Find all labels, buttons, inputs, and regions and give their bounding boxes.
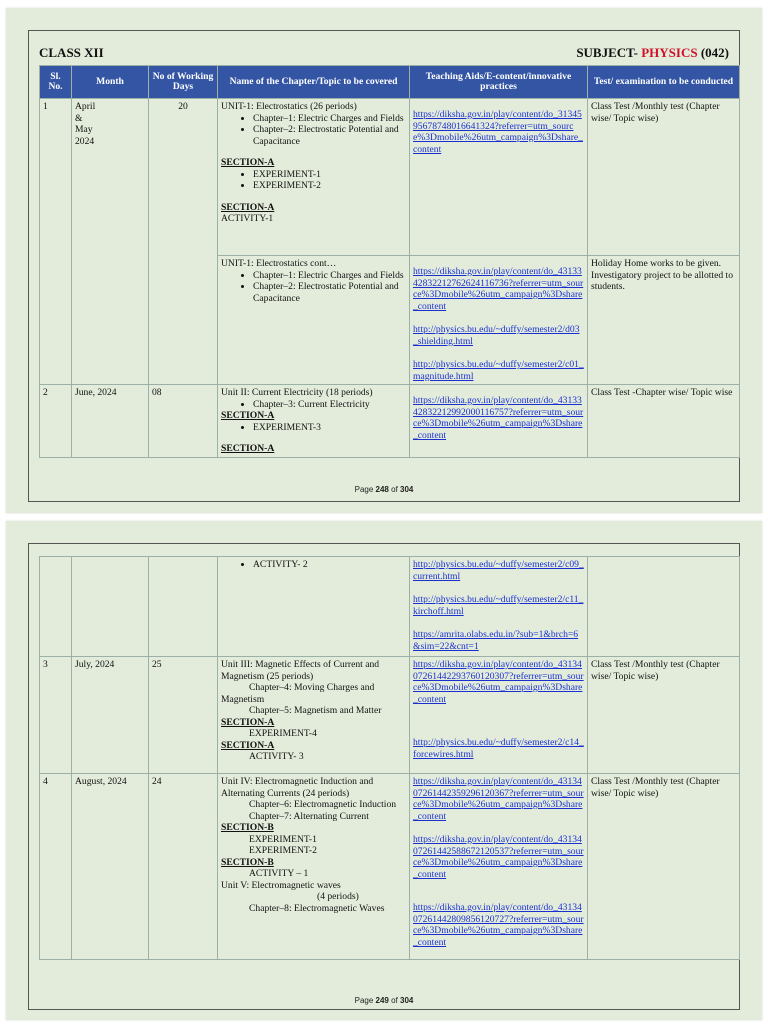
month-cell: July, 2024 [72,657,149,774]
page-number: 248 [375,485,389,494]
days-cell: 20 [149,99,218,385]
syllabus-table [39,65,740,458]
col-header-test: Test/ examination to be conducted [588,66,740,99]
diksha-link[interactable]: https://diksha.gov.in/play/content/do_4313407261442809856120727?referrer=utm_source%3Dmobile%26utm_campaign%3Dshare_content [413,902,584,948]
days-cell: 25 [149,657,218,774]
class-label: CLASS XII [39,45,104,60]
col-header-chapter: Name of the Chapter/Topic to be covered [218,66,410,99]
physics-bu-link[interactable]: http://physics.bu.edu/~duffy/semester2/c09_current.html [413,559,584,582]
subject-name: PHYSICS [641,45,698,60]
physics-bu-link[interactable]: http://physics.bu.edu/~duffy/semester2/c11_kirchoff.html [413,594,584,617]
page-header [39,45,729,61]
diksha-link[interactable]: https://diksha.gov.in/play/content/do_4313342832212762624116736?referrer=utm_source%3Dmobile%26utm_campaign%3Dshare_content [413,266,584,312]
month-cell [72,557,149,657]
sl-cell [40,557,72,657]
test-cell [588,557,740,657]
days-cell [149,557,218,657]
page-footer: Page 249 of 304 [354,996,414,1005]
syllabus-table [39,556,740,960]
document-page-248 [6,8,762,513]
table-row [40,774,740,960]
table-row [40,557,740,657]
section-heading: SECTION-A [221,201,275,213]
teaching-aids-cell [410,657,588,774]
chapter-cell: Unit IV: Electromagnetic Induction and Alternating Currents (24 periods) Chapter–6: Electromagnetic Induction Chapter–7: Alternating Current SECTION-B EXPERIMENT-1 EXPERIMENT-2 SECTION-B ACTIVITY – 1 Unit V: Electromagnetic waves (4 periods) Chapter–8: Electromagnetic Waves [218,774,410,960]
physics-bu-link[interactable]: http://physics.bu.edu/~duffy/semester2/c01_magnitude.html [413,359,584,382]
diksha-link[interactable]: https://diksha.gov.in/play/content/do_4313407261442293760120307?referrer=utm_source%3Dmobile%26utm_campaign%3Dshare_content [413,659,584,705]
month-cell: August, 2024 [72,774,149,960]
section-heading: SECTION-B [221,822,274,833]
diksha-link[interactable]: https://diksha.gov.in/play/content/do_4313407261442359296120367?referrer=utm_source%3Dmobile%26utm_campaign%3Dshare_content [413,776,584,822]
section-heading: SECTION-A [221,716,275,728]
table-row [40,385,740,458]
test-cell: Class Test /Monthly test (Chapter wise/ Topic wise) [588,99,740,256]
col-header-sl: Sl. No. [40,66,72,99]
teaching-aids-cell [410,774,588,960]
teaching-aids-cell [410,557,588,657]
sl-cell: 3 [40,657,72,774]
table-row [40,657,740,774]
section-heading: SECTION-A [221,410,275,421]
col-header-days: No of Working Days [149,66,218,99]
col-header-month: Month [72,66,149,99]
physics-bu-link[interactable]: http://physics.bu.edu/~duffy/semester2/d03_shielding.html [413,324,580,347]
subject-label: SUBJECT- PHYSICS (042) [576,45,729,60]
physics-bu-link[interactable]: http://physics.bu.edu/~duffy/semester2/c14_forcewires.html [413,737,584,760]
chapter-cell: Unit II: Current Electricity (18 periods) • Chapter–3: Current Electricity SECTION-A • EXPERIMENT-3 SECTION-A [218,385,410,458]
document-page-249 [6,521,762,1020]
teaching-aids-cell [410,99,588,256]
days-cell: 24 [149,774,218,960]
diksha-link[interactable]: https://diksha.gov.in/play/content/do_4313342832212992000116757?referrer=utm_source%3Dmobile%26utm_campaign%3Dshare_content [413,395,584,441]
month-cell: April & May 2024 [72,99,149,385]
page-total: 304 [400,485,414,494]
teaching-aids-cell [410,385,588,458]
diksha-link[interactable]: https://diksha.gov.in/play/content/do_4313407261442588672120537?referrer=utm_source%3Dmobile%26utm_campaign%3Dshare_content [413,834,584,880]
chapter-cell: UNIT-1: Electrostatics (26 periods) • Chapter–1: Electric Charges and Fields • Chapter–2: Electrostatic Potential and Capacitance SECTION-A • EXPERIMENT-1 • EXPERIMENT-2 SECTION-A ACTIVITY-1 [218,99,410,256]
test-cell: Class Test /Monthly test (Chapter wise/ Topic wise) [588,657,740,774]
days-cell: 08 [149,385,218,458]
chapter-cell: Unit III: Magnetic Effects of Current and Magnetism (25 periods) Chapter–4: Moving Charges and Magnetism Chapter–5: Magnetism and Matter SECTION-A EXPERIMENT-4 SECTION-A ACTIVITY- 3 [218,657,410,774]
page-border [28,30,740,502]
col-header-teaching-aids: Teaching Aids/E-content/innovative practices [410,66,588,99]
sl-cell: 1 [40,99,72,385]
diksha-link[interactable]: https://diksha.gov.in/play/content/do_3134595678748016641324?referrer=utm_source%3Dmobile%26utm_campaign%3Dshare_content [413,109,583,155]
page-border [28,543,740,1010]
table-row [40,99,740,256]
month-cell: June, 2024 [72,385,149,458]
table-header-row [40,66,740,99]
test-cell: Class Test -Chapter wise/ Topic wise [588,385,740,458]
section-heading: SECTION-A [221,157,275,168]
section-heading: SECTION-A [221,739,275,751]
teaching-aids-cell [410,256,588,385]
chapter-cell: • ACTIVITY- 2 [218,557,410,657]
sl-cell: 2 [40,385,72,458]
sl-cell: 4 [40,774,72,960]
page-total: 304 [400,996,414,1005]
section-heading: SECTION-B [221,856,274,868]
amrita-olabs-link[interactable]: https://amrita.olabs.edu.in/?sub=1&brch=6&sim=22&cnt=1 [413,629,579,652]
test-cell: Class Test /Monthly test (Chapter wise/ Topic wise) [588,774,740,960]
page-number: 249 [375,996,389,1005]
test-cell: Holiday Home works to be given. Investigatory project to be allotted to students. [588,256,740,385]
chapter-cell: UNIT-1: Electrostatics cont… • Chapter–1: Electric Charges and Fields • Chapter–2: Electrostatic Potential and Capacitance [218,256,410,385]
section-heading: SECTION-A [221,443,275,454]
page-footer: Page 248 of 304 [354,485,414,494]
